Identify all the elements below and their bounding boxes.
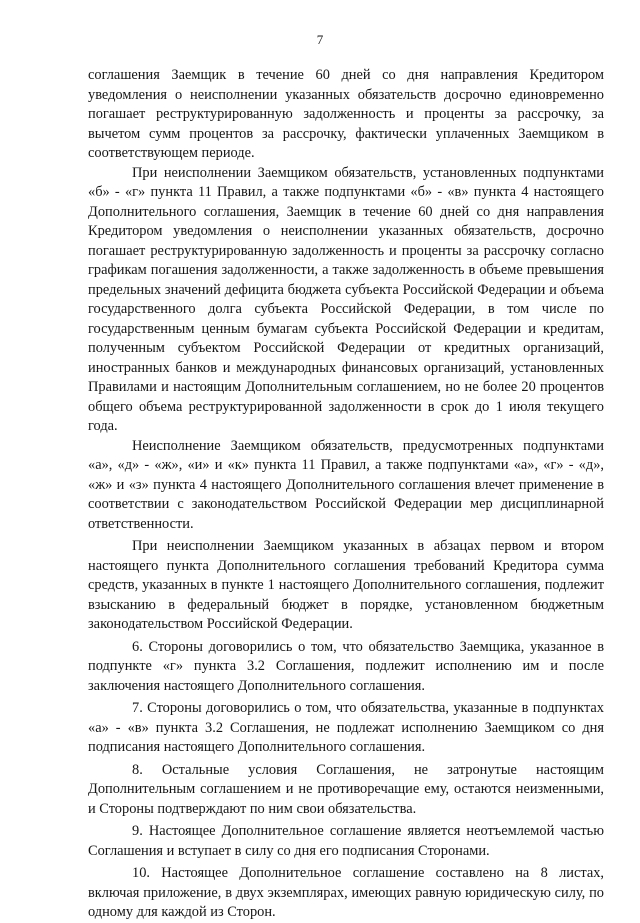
paragraph-early-repayment: При неисполнении Заемщиком обязательств, установленных подпунктами «б» - «г» пункта 11 Правил, а также подпунктами «б» - «в» пункта 4 настоящего Дополнительного соглашения, Заемщик в течение 60 дней со дня направления Кредитором уведомления о неисполнении указанных обязательств, досрочно погашает реструктурированную задолженность и проценты за рассрочку согласно графикам погашения задолженности, а также задолженность в объеме превышения предельных значений дефицита бюджета субъекта Российской Федерации и объема государственного долга субъекта Российской Федерации, в том числе по государственным ценным бумагам субъекта Российской Федерации и кредитам, полученным субъектом Российской Федерации от кредитных организаций, иностранных банков и международных финансовых организаций, установленных Правилами и настоящим Дополнительным соглашением, но не более 20 процентов общего объема реструктурированной задолженности в срок до 1 июля текущего года. — [88, 164, 604, 434]
clause-8: 8. Остальные условия Соглашения, не затронутые настоящим Дополнительным соглашением и не противоречащие ему, остаются неизменными, и Стороны подтверждают по ним свои обязательства. — [88, 761, 604, 817]
clause-7: 7. Стороны договорились о том, что обязательства, указанные в подпунктах «а» - «в» пункта 3.2 Соглашения, не подлежат исполнению Заемщиком со дня подписания настоящего Дополнительного соглашения. — [88, 700, 604, 755]
document-body — [88, 66, 604, 923]
clause-10: 10. Настоящее Дополнительное соглашение составлено на 8 листах, включая приложение, в двух экземплярах, имеющих равную юридическую силу, по одному для каждой из Сторон. — [88, 865, 604, 920]
paragraph-federal-recovery: При неисполнении Заемщиком указанных в абзацах первом и втором настоящего пункта Дополнительного соглашения требований Кредитора сумма средств, указанных в пункте 1 настоящего Дополнительного соглашения, подлежит взысканию в федеральный бюджет в порядке, установленном бюджетным законодательством Российской Федерации. — [88, 538, 604, 632]
paragraph-continuation: соглашения Заемщик в течение 60 дней со дня направления Кредитором уведомления о неисполнении указанных обязательств досрочно единовременно погашает реструктурированную задолженность и проценты за рассрочку, за вычетом сумм процентов за рассрочку, фактически уплаченных Заемщиком в соответствующем периоде. — [88, 67, 604, 161]
clause-6: 6. Стороны договорились о том, что обязательство Заемщика, указанное в подпункте «г» пункта 3.2 Соглашения, подлежит исполнению им и после заключения настоящего Дополнительного соглашения. — [88, 638, 604, 694]
clause-9: 9. Настоящее Дополнительное соглашение является неотъемлемой частью Соглашения и вступает в силу со дня его подписания Сторонами. — [88, 823, 604, 859]
paragraph-disciplinary-liability: Неисполнение Заемщиком обязательств, предусмотренных подпунктами «а», «д» - «ж», «и» и «к» пункта 11 Правил, а также подпунктами «а», «г» - «д», «ж» и «з» пункта 4 настоящего Дополнительного соглашения влечет применение в соответствии с законодательством Российской Федерации мер дисциплинарной ответственности. — [88, 437, 604, 532]
page-number: 7 — [316, 32, 324, 47]
